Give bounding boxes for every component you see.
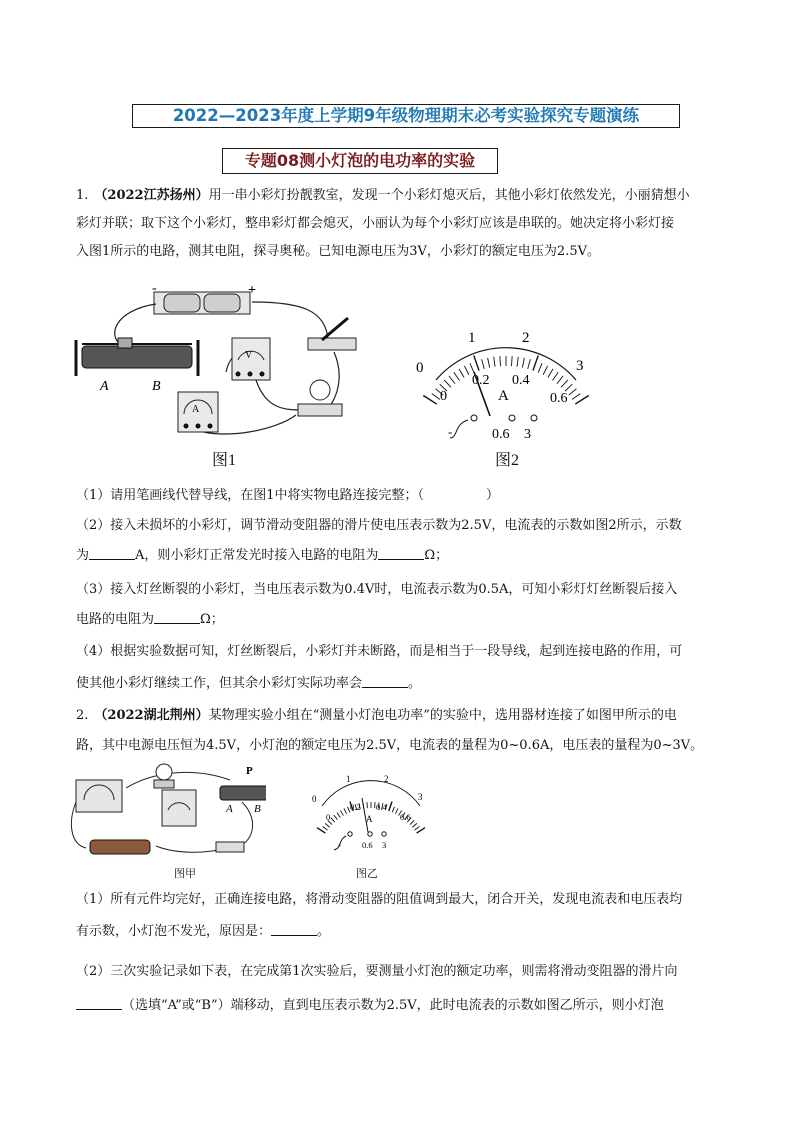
dial-terminal-06: 0.6 — [492, 427, 510, 442]
dial2-unit: A — [366, 814, 373, 824]
rheostat-slider — [118, 338, 132, 348]
dial-tick — [449, 376, 455, 384]
bulb-base — [298, 404, 342, 416]
q1-sub2-line2 — [76, 542, 726, 570]
dial-tick — [474, 355, 479, 370]
dial-terminal-3: 3 — [524, 427, 531, 442]
q1-sub2-text1: 为 — [76, 548, 90, 563]
q1-sub2-blank2[interactable] — [378, 545, 424, 560]
q1-sub2-blank1[interactable] — [89, 545, 135, 560]
dial-tick — [415, 827, 420, 831]
rheostat-label-b: B — [152, 379, 161, 394]
dial-tick — [500, 356, 501, 366]
q1-figure2-ammeter-dial — [408, 320, 608, 445]
dial-tick — [340, 810, 343, 815]
q1-fig1-caption: 图1 — [212, 452, 237, 469]
q1-sub3-line1: （3）接入灯丝断裂的小彩灯，当电压表示数为0.4V时，电流表示数为0.5A，可知小彩灯灯丝断裂后接入 — [76, 582, 678, 597]
q2-figure-yi-ammeter-dial — [306, 770, 436, 858]
q2-bulb — [156, 764, 172, 780]
q1-stem-line3: 入图1所示的电路，测其电阻，探寻奥秘。已知电源电压为3V，小彩灯的额定电压为2.5V。 — [76, 244, 600, 259]
q2-rheostat-a: A — [226, 803, 233, 815]
dial-tick — [389, 802, 392, 811]
q2-rheostat-p: P — [246, 765, 253, 777]
dial-tick — [464, 366, 469, 375]
dial2-terminal-minus: - — [338, 840, 341, 850]
q1-sub4-text1: 使其他小彩灯继续工作，但其余小彩灯实际功率会 — [76, 676, 363, 691]
dial-bottom-04: 0.4 — [512, 373, 530, 388]
q2-sub1-line2 — [76, 918, 726, 946]
dial-tick — [543, 366, 548, 375]
q1-sub3-line2 — [76, 606, 726, 634]
dial-terminal-minus: - — [448, 424, 453, 439]
q2-fig-yi-caption: 图乙 — [356, 867, 378, 880]
dial-tick — [337, 813, 340, 818]
dial2-terminal-06: 0.6 — [362, 840, 373, 850]
q1-sub2-line1: （2）接入未损坏的小彩灯，调节滑动变阻器的滑片使电压表示数为2.5V，电流表的示数如图2所示，示数 — [76, 518, 682, 533]
dial-tick — [511, 356, 512, 366]
q2-sub1-text2: 。 — [317, 924, 331, 939]
battery-plus-label: + — [248, 283, 256, 298]
dial-bottom-0: 0 — [440, 389, 447, 404]
q2-voltmeter — [162, 790, 196, 826]
q1-number: 1. — [76, 188, 89, 203]
q2-battery — [90, 840, 150, 854]
q1-sub2-text3: Ω； — [424, 548, 449, 563]
dial-tick — [417, 828, 425, 833]
q1-sub1-text: （1）请用笔画线代替导线，在图1中将实物电路连接完整；（ — [76, 488, 425, 503]
q2-sub2-text1: （选填“A”或“B”）端移动，直到电压表示数为2.5V，此时电流表的示数如图乙所示，则小灯泡 — [122, 998, 664, 1013]
dial-tick — [575, 395, 589, 404]
battery-cell-2 — [204, 294, 240, 312]
dial-top-1: 1 — [468, 330, 476, 346]
q2-stem-line1 — [76, 702, 726, 730]
voltmeter-label: V — [245, 350, 253, 361]
q2-fig-jia-caption: 图甲 — [174, 867, 196, 880]
dial-tick — [494, 357, 495, 367]
dial-tick — [392, 807, 394, 813]
dial-tick — [548, 369, 553, 378]
dial2-bottom-02: 0.2 — [350, 802, 361, 812]
dial-tick — [569, 389, 577, 395]
dial2-top-1: 1 — [346, 774, 351, 784]
dial-bottom-06: 0.6 — [550, 391, 568, 406]
q1-sub3-text2: Ω； — [200, 612, 224, 627]
q1-sub3-blank[interactable] — [154, 609, 200, 624]
q1-fig2-caption: 图2 — [495, 452, 520, 469]
rheostat-coil — [82, 346, 192, 368]
dial-tick — [517, 357, 518, 367]
dial-tick — [331, 818, 335, 822]
dial-tick — [323, 827, 328, 831]
dial-tick — [482, 359, 485, 369]
dial2-top-2: 2 — [384, 774, 389, 784]
bulb — [310, 380, 330, 400]
dial-tick — [317, 828, 325, 833]
q2-sub1-blank[interactable] — [271, 921, 317, 936]
q1-stem-line1 — [76, 182, 726, 210]
q1-sub4-text2: 。 — [408, 676, 422, 691]
q1-stem-text1: 用一串小彩灯扮靓教室，发现一个小彩灯熄灭后，其他小彩灯依然发光，小丽猜想小 — [208, 188, 690, 203]
dial-tick — [488, 358, 490, 368]
dial-tick — [334, 815, 338, 820]
dial-tick — [561, 380, 568, 387]
switch-base — [308, 338, 356, 350]
dial-tick — [344, 808, 347, 813]
dial-tick — [459, 369, 464, 378]
dial2-top-3: 3 — [418, 792, 423, 802]
page-subtitle: 专题08测小灯泡的电功率的实验 — [222, 148, 498, 174]
dial-tick — [528, 359, 531, 369]
q2-sub2-line1: （2）三次实验记录如下表，在完成第1次实验后，要测量小灯泡的额定功率，则需将滑动变阻器的滑片向 — [76, 964, 678, 979]
dial-tick — [533, 355, 538, 370]
q1-sub4-line1: （4）根据实验数据可知，灯丝断裂后，小彩灯并未断路，而是相当于一段导线，起到连接电路的作用，可 — [76, 644, 683, 659]
dial2-bottom-0: 0 — [326, 812, 331, 822]
page-title: 2022—2023年度上学期9年级物理期末必考实验探究专题演练 — [132, 104, 680, 128]
q2-rheostat-b: B — [254, 803, 261, 815]
dial-top-2: 2 — [522, 330, 530, 346]
q2-sub1-line1: （1）所有元件均完好，正确连接电路，将滑动变阻器的阻值调到最大，闭合开关，发现电流表和电压表均 — [76, 892, 683, 907]
dial-tick — [325, 823, 330, 827]
q2-rheostat — [220, 786, 266, 800]
dial2-bottom-06: 0.6 — [400, 812, 411, 822]
q1-stem-line2: 彩灯并联；取下这个小彩灯，整串彩灯都会熄灭，小丽认为每个小彩灯应该是串联的。她决定将小彩灯接 — [76, 216, 675, 231]
q2-sub2-line2 — [76, 992, 726, 1020]
dial2-top-0: 0 — [312, 794, 317, 804]
q2-stem-line2: 路，其中电源电压恒为4.5V，小灯泡的额定电压为2.5V，电流表的量程为0~0.6A，电压表的量程为0~3V。 — [76, 738, 704, 753]
ammeter-label: A — [192, 404, 200, 415]
battery-minus-label: - — [152, 281, 157, 296]
dial-tick — [470, 363, 474, 372]
q2-switch — [216, 842, 244, 852]
q2-number: 2. — [76, 708, 89, 723]
dial-tick — [454, 372, 460, 380]
dial-tick — [557, 376, 563, 384]
dial-top-0: 0 — [416, 360, 424, 376]
q2-stem-text1: 某物理实验小组在“测量小灯泡电功率”的实验中，选用器材连接了如图甲所示的电 — [208, 708, 677, 723]
dial-tick — [423, 395, 437, 404]
q2-source: （2022湖北荆州） — [94, 708, 209, 723]
q1-source: （2022江苏扬州） — [94, 188, 209, 203]
q1-sub3-text1: 电路的电阻为 — [76, 612, 155, 627]
dial-tick — [522, 358, 524, 368]
dial2-terminal-3: 3 — [382, 840, 387, 850]
q1-sub1-close: ） — [486, 488, 500, 503]
dial-tick — [538, 363, 542, 372]
dial-top-3: 3 — [576, 358, 584, 374]
q1-figure1-circuit — [66, 280, 366, 445]
q1-sub2-text2: A，则小彩灯正常发光时接入电路的电阻为 — [135, 548, 379, 563]
q2-sub2-blank[interactable] — [76, 995, 122, 1010]
dial-bottom-02: 0.2 — [472, 373, 490, 388]
dial2-bottom-04: 0.4 — [376, 802, 387, 812]
q1-sub4-line2 — [76, 670, 726, 698]
q2-sub1-text1: 有示数，小灯泡不发光，原因是： — [76, 924, 272, 939]
dial-tick — [395, 808, 398, 813]
q1-sub1 — [76, 482, 726, 510]
dial-tick — [553, 372, 559, 380]
dial-tick — [432, 394, 440, 400]
q1-sub4-blank[interactable] — [362, 673, 408, 688]
dial-tick — [444, 380, 451, 387]
rheostat-label-a: A — [100, 379, 109, 394]
dial-tick — [572, 394, 580, 400]
dial-unit: A — [498, 388, 509, 404]
dial-tick — [412, 823, 417, 827]
q2-figure-jia-circuit — [66, 762, 266, 862]
battery-cell-1 — [164, 294, 200, 312]
